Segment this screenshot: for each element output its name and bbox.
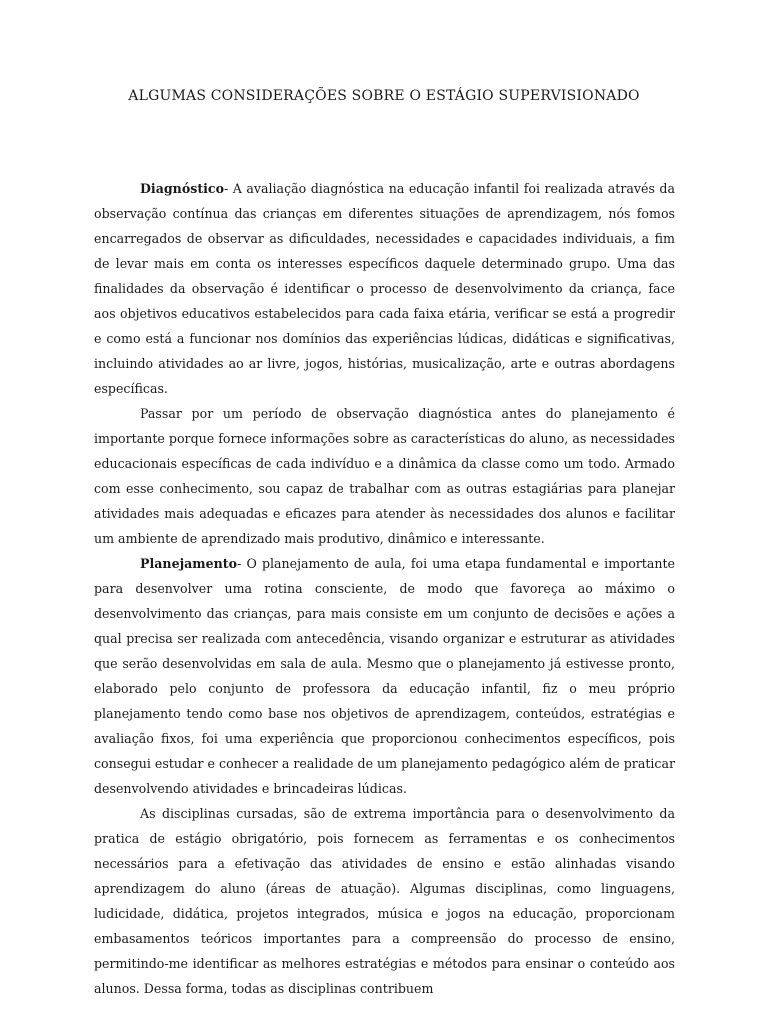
paragraph-disciplinas xyxy=(94,801,675,1001)
paragraph-text: Passar por um período de observação diagnóstica antes do planejamento é importante porque fornece informações sobre as características do aluno, as necessidades educacionais específicas de cada indivíduo e a dinâmica da classe como um todo. Armado com esse conhecimento, sou capaz de trabalhar com as outras estagiárias para planejar atividades mais adequadas e eficazes para atender às necessidades dos alunos e facilitar um ambiente de aprendizado mais produtivo, dinâmico e interessante. xyxy=(94,406,675,546)
paragraph-diagnostico xyxy=(94,176,675,401)
paragraph-lead: Planejamento xyxy=(140,556,238,571)
paragraph-text: As disciplinas cursadas, são de extrema importância para o desenvolvimento da pratica de estágio obrigatório, pois fornecem as ferramentas e os conhecimentos necessários para a efetivação das atividades de ensino e estão alinhadas visando aprendizagem do aluno (áreas de atuação). Algumas disciplinas, como linguagens, ludicidade, didática, projetos integrados, música e jogos na educação, proporcionam embasamentos teóricos importantes para a compreensão do processo de ensino, permitindo-me identificar as melhores estratégias e métodos para ensinar o conteúdo aos alunos. Dessa forma, todas as disciplinas contribuem xyxy=(94,806,675,996)
paragraph-planejamento xyxy=(94,551,675,801)
paragraph-lead: Diagnóstico xyxy=(140,181,224,196)
paragraph-text: - A avaliação diagnóstica na educação infantil foi realizada através da observação contínua das crianças em diferentes situações de aprendizagem, nós fomos encarregados de observar as dificuldades, necessidades e capacidades individuais, a fim de levar mais em conta os interesses específicos daquele determinado grupo. Uma das finalidades da observação é identificar o processo de desenvolvimento da criança, face aos objetivos educativos estabelecidos para cada faixa etária, verificar se está a progredir e como está a funcionar nos domínios das experiências lúdicas, didáticas e significativas, incluindo atividades ao ar livre, jogos, histórias, musicalização, arte e outras abordagens específicas. xyxy=(94,181,675,396)
document-title: ALGUMAS CONSIDERAÇÕES SOBRE O ESTÁGIO SUPERVISIONADO xyxy=(128,88,640,104)
paragraph-observacao xyxy=(94,401,675,551)
paragraph-text: - O planejamento de aula, foi uma etapa fundamental e importante para desenvolver uma rotina consciente, de modo que favoreça ao máximo o desenvolvimento das crianças, para mais consiste em um conjunto de decisões e ações a qual precisa ser realizada com antecedência, visando organizar e estruturar as atividades que serão desenvolvidas em sala de aula. Mesmo que o planejamento já estivesse pronto, elaborado pelo conjunto de professora da educação infantil, fiz o meu próprio planejamento tendo como base nos objetivos de aprendizagem, conteúdos, estratégias e avaliação fixos, foi uma experiência que proporcionou conhecimentos específicos, pois consegui estudar e conhecer a realidade de um planejamento pedagógico além de praticar desenvolvendo atividades e brincadeiras lúdicas. xyxy=(94,556,675,796)
document-body xyxy=(94,176,675,1001)
